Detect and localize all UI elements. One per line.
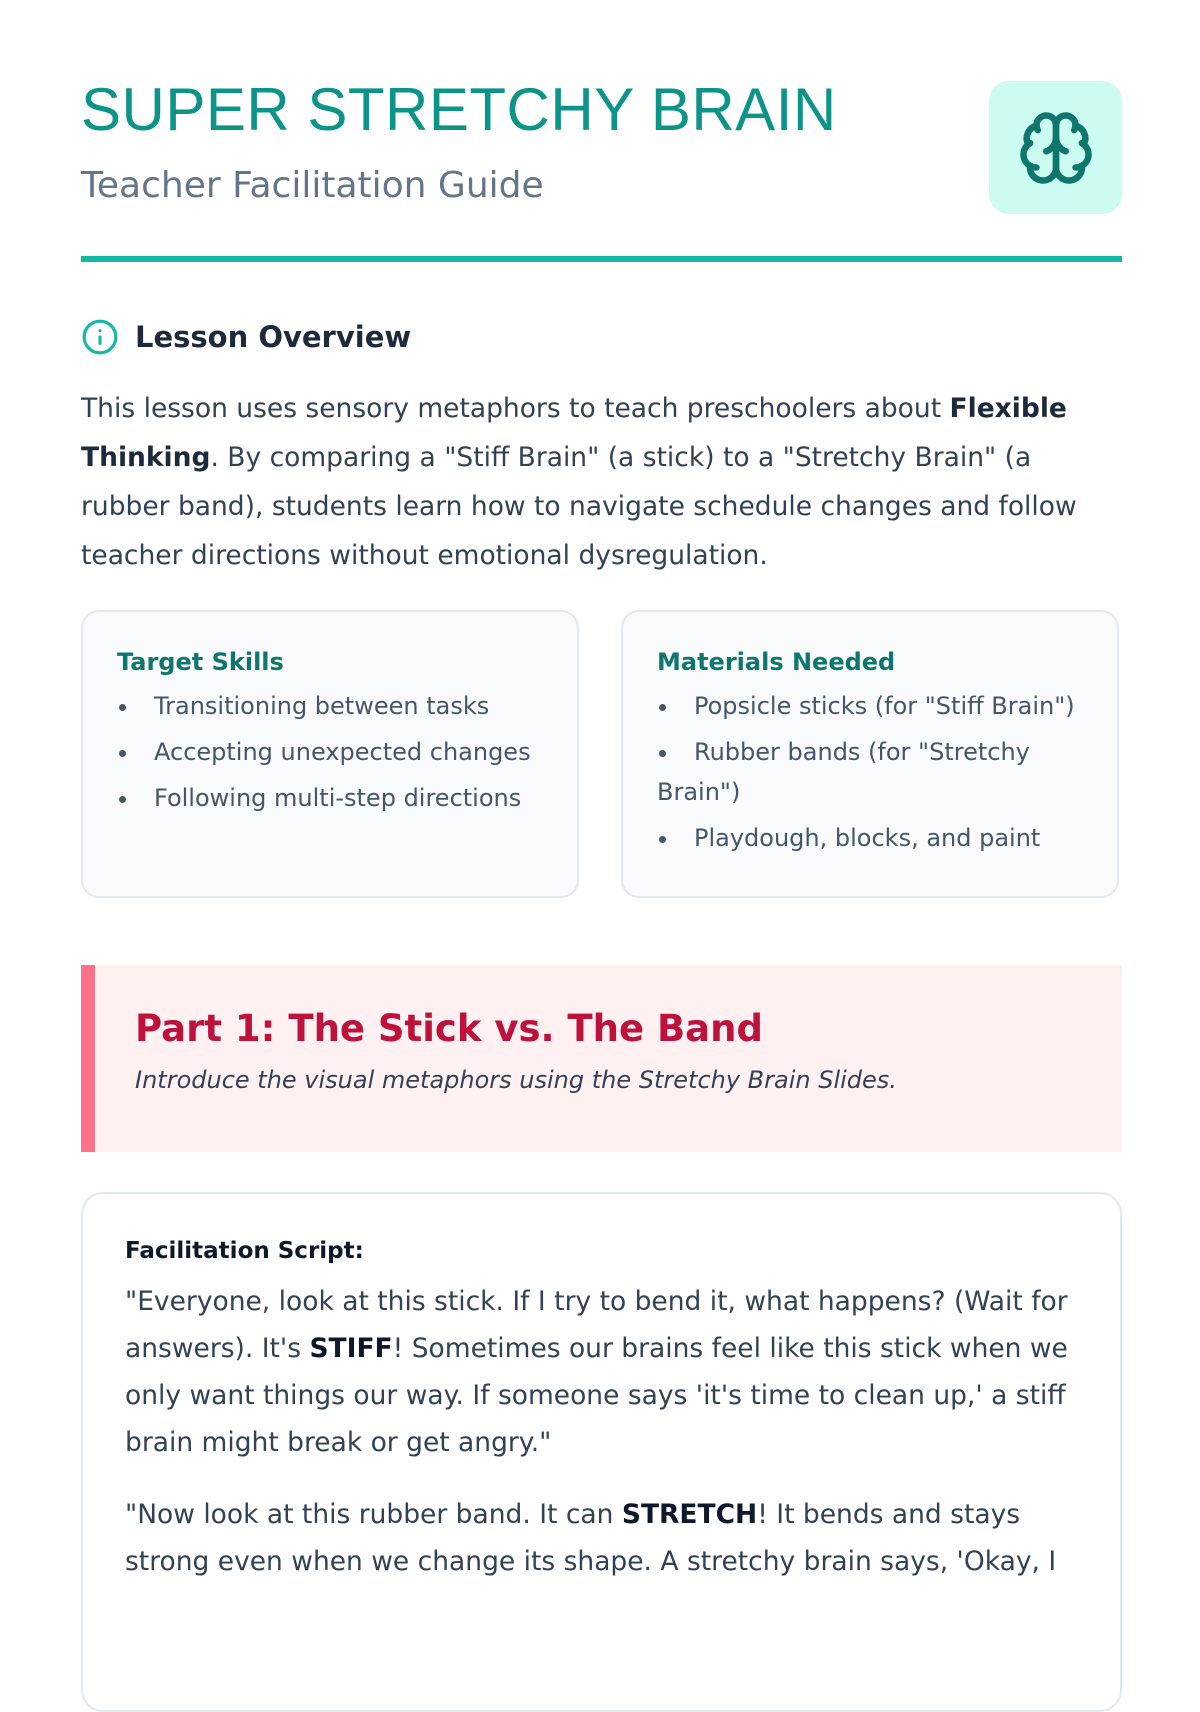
list-item: Accepting unexpected changes (117, 732, 545, 772)
script-p2-start: "Now look at this rubber band. It can (125, 1499, 622, 1530)
target-skills-list (117, 686, 545, 818)
script-p1-bold: STIFF (309, 1333, 393, 1364)
brain-logo (989, 81, 1122, 214)
part-1-banner (81, 965, 1122, 1152)
list-item: Rubber bands (for "Stretchy Brain") (657, 732, 1085, 812)
script-paragraph-2 (125, 1491, 1078, 1585)
script-p2-bold: STRETCH (621, 1499, 758, 1530)
page-subtitle: Teacher Facilitation Guide (81, 165, 544, 206)
part-1-subtitle: Introduce the visual metaphors using the Stretchy Brain Slides. (135, 1066, 897, 1094)
target-skills-title: Target Skills (117, 648, 284, 676)
materials-list (657, 686, 1085, 858)
overview-bold-term: Flexible Thinking (81, 393, 1067, 473)
part-1-title: Part 1: The Stick vs. The Band (135, 1007, 763, 1050)
list-item: Following multi-step directions (117, 778, 545, 818)
brain-icon (1017, 109, 1095, 187)
materials-title: Materials Needed (657, 648, 896, 676)
lesson-overview-title: Lesson Overview (135, 320, 412, 354)
script-p1-start: "Everyone, look at this stick. If I try to bend it, what happens? (Wait for answers). It's (125, 1286, 1068, 1364)
list-item: Transitioning between tasks (117, 686, 545, 726)
overview-text-start: This lesson uses sensory metaphors to teach preschoolers about (81, 393, 950, 424)
list-item: Playdough, blocks, and paint (657, 818, 1085, 858)
script-paragraph-1 (125, 1278, 1078, 1466)
materials-card (621, 610, 1119, 898)
list-item: Popsicle sticks (for "Stiff Brain") (657, 686, 1085, 726)
facilitation-script-card (81, 1192, 1122, 1712)
info-icon (81, 318, 119, 356)
script-label: Facilitation Script: (125, 1238, 364, 1264)
script-p2-end: ! It bends and stays strong even when we change its shape. A stretchy brain says, 'Okay, I (125, 1499, 1057, 1577)
page-header (81, 70, 1122, 262)
lesson-overview-text (81, 384, 1122, 580)
lesson-overview-heading (81, 318, 411, 356)
script-p1-end: ! Sometimes our brains feel like this stick when we only want things our way. If someone says 'it's time to clean up,' a stiff brain might break or get angry." (125, 1333, 1068, 1458)
guide-page (81, 70, 1122, 1577)
target-skills-card (81, 610, 579, 898)
overview-text-end: . By comparing a "Stiff Brain" (a stick) to a "Stretchy Brain" (a rubber band), students learn how to navigate schedule changes and follow teacher directions without emotional dysregulation. (81, 442, 1077, 571)
page-title: SUPER STRETCHY BRAIN (81, 76, 837, 143)
